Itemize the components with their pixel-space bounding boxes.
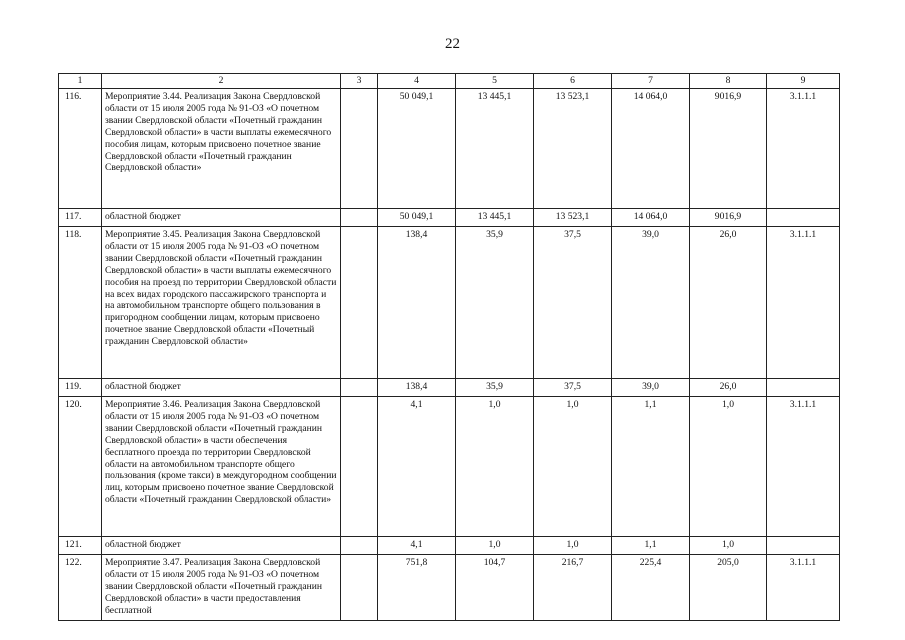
row-number: 117. [59,209,102,227]
cell-col5: 1,0 [456,537,534,555]
row-description: Мероприятие 3.46. Реализация Закона Свердловской области от 15 июля 2005 года № 91-ОЗ «О почетном звании Свердловской области «Почетный гражданин Свердловской области» в части обеспечения бесплатного проезда по территории Свердловской области на автомобильном транспорте общего пользования (кроме такси) в междугородном сообщении лиц, которым присвоено почетное звание Свердловской области «Почетный гражданин Свердловской области» [102,397,341,537]
cell-col6: 37,5 [534,379,612,397]
column-header: 8 [690,74,767,89]
cell-col7: 39,0 [612,379,690,397]
row-number: 118. [59,227,102,379]
cell-col8: 26,0 [690,227,767,379]
cell-col4: 50 049,1 [378,89,456,209]
cell-col5: 13 445,1 [456,209,534,227]
table-row [59,209,840,227]
budget-table [58,73,840,621]
cell-col5: 35,9 [456,227,534,379]
row-number: 120. [59,397,102,537]
row-number: 121. [59,537,102,555]
column-header: 2 [102,74,341,89]
row-number: 116. [59,89,102,209]
column-header: 6 [534,74,612,89]
cell-col4: 50 049,1 [378,209,456,227]
cell-col7: 14 064,0 [612,89,690,209]
column-header: 5 [456,74,534,89]
row-description: областной бюджет [102,537,341,555]
row-description: Мероприятие 3.44. Реализация Закона Свердловской области от 15 июля 2005 года № 91-ОЗ «О почетном звании Свердловской области «Почетный гражданин Свердловской области» в части выплаты ежемесячного пособия лицам, которым присвоено почетное звание Свердловской области «Почетный гражданин Свердловской области» [102,89,341,209]
cell-col3 [341,379,378,397]
table-row [59,537,840,555]
column-header: 7 [612,74,690,89]
cell-col7: 39,0 [612,227,690,379]
cell-col9 [767,209,840,227]
cell-col5: 1,0 [456,397,534,537]
cell-col7: 14 064,0 [612,209,690,227]
cell-col3 [341,227,378,379]
cell-col6: 13 523,1 [534,209,612,227]
cell-col9 [767,379,840,397]
cell-col5: 104,7 [456,555,534,621]
row-description: областной бюджет [102,379,341,397]
page-number: 22 [445,36,460,52]
cell-col7: 1,1 [612,537,690,555]
column-header: 9 [767,74,840,89]
cell-col9: 3.1.1.1 [767,397,840,537]
table-row [59,397,840,537]
cell-col3 [341,397,378,537]
row-number: 122. [59,555,102,621]
cell-col4: 751,8 [378,555,456,621]
row-number: 119. [59,379,102,397]
cell-col6: 1,0 [534,537,612,555]
cell-col3 [341,209,378,227]
cell-col7: 1,1 [612,397,690,537]
cell-col8: 1,0 [690,397,767,537]
cell-col9 [767,537,840,555]
table-row [59,379,840,397]
cell-col4: 4,1 [378,537,456,555]
column-header: 1 [59,74,102,89]
cell-col3 [341,537,378,555]
row-description: Мероприятие 3.47. Реализация Закона Свердловской области от 15 июля 2005 года № 91-ОЗ «О почетном звании Свердловской области «Почетный гражданин Свердловской области» в части предоставления бесплатной [102,555,341,621]
table-row [59,227,840,379]
cell-col9: 3.1.1.1 [767,227,840,379]
table-row [59,89,840,209]
cell-col3 [341,89,378,209]
cell-col8: 1,0 [690,537,767,555]
cell-col6: 1,0 [534,397,612,537]
cell-col6: 13 523,1 [534,89,612,209]
row-description: областной бюджет [102,209,341,227]
cell-col4: 138,4 [378,379,456,397]
cell-col4: 4,1 [378,397,456,537]
cell-col5: 35,9 [456,379,534,397]
cell-col9: 3.1.1.1 [767,555,840,621]
cell-col3 [341,555,378,621]
cell-col4: 138,4 [378,227,456,379]
cell-col8: 205,0 [690,555,767,621]
table-row [59,555,840,621]
table-header-row [59,74,840,89]
cell-col9: 3.1.1.1 [767,89,840,209]
row-description: Мероприятие 3.45. Реализация Закона Свердловской области от 15 июля 2005 года № 91-ОЗ «О почетном звании Свердловской области «Почетный гражданин Свердловской области» в части выплаты ежемесячного пособия на проезд по территории Свердловской области на всех видах городского пассажирского транспорта и на автомобильном транспорте общего пользования в пригородном сообщении лицам, которым присвоено почетное звание Свердловской области «Почетный гражданин Свердловской области» [102,227,341,379]
cell-col6: 37,5 [534,227,612,379]
cell-col6: 216,7 [534,555,612,621]
cell-col8: 9016,9 [690,89,767,209]
column-header: 4 [378,74,456,89]
cell-col7: 225,4 [612,555,690,621]
column-header: 3 [341,74,378,89]
cell-col8: 9016,9 [690,209,767,227]
cell-col8: 26,0 [690,379,767,397]
cell-col5: 13 445,1 [456,89,534,209]
